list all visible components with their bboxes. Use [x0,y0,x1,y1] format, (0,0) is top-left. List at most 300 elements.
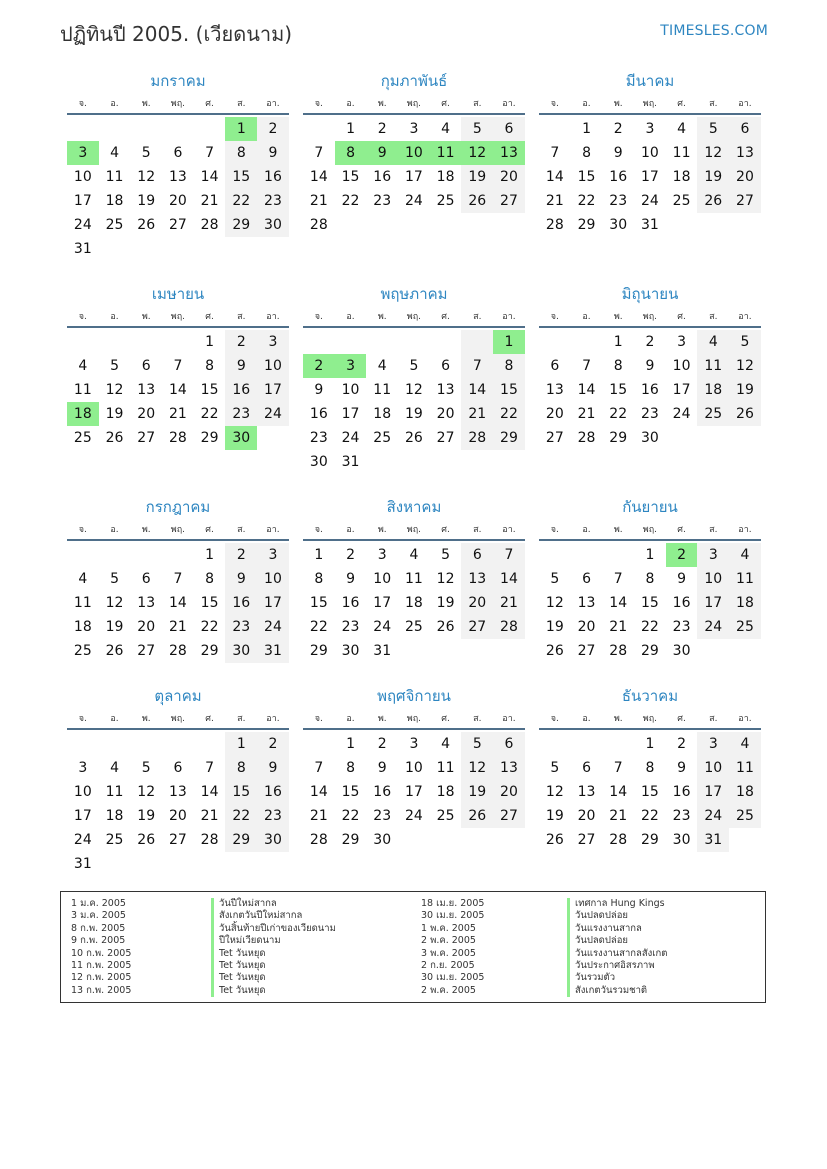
day-cell[interactable]: 3 [257,543,289,567]
day-cell[interactable]: 23 [341,619,360,635]
day-cell[interactable]: 26 [461,804,493,828]
day-cell[interactable]: 11 [430,141,462,165]
day-cell[interactable]: 28 [309,217,328,233]
day-cell[interactable]: 13 [493,141,525,165]
day-cell[interactable]: 22 [609,406,628,422]
day-cell[interactable]: 2 [303,354,335,378]
day-cell[interactable]: 13 [137,382,156,398]
day-cell[interactable]: 24 [404,193,423,209]
day-cell[interactable]: 9 [257,141,289,165]
day-cell[interactable]: 14 [309,784,328,800]
day-cell[interactable]: 23 [609,193,628,209]
day-cell[interactable]: 27 [577,643,596,659]
day-cell[interactable]: 3 [377,547,387,563]
day-cell[interactable]: 15 [225,165,257,189]
day-cell[interactable]: 20 [729,165,761,189]
day-cell[interactable]: 31 [341,454,360,470]
day-cell[interactable]: 9 [613,145,623,161]
brand-link[interactable]: TIMESLES.COM [660,23,768,39]
day-cell[interactable]: 12 [545,595,564,611]
day-cell[interactable]: 2 [225,543,257,567]
day-cell[interactable]: 28 [309,832,328,848]
day-cell[interactable]: 31 [73,856,92,872]
day-cell[interactable]: 6 [729,117,761,141]
day-cell[interactable]: 21 [577,406,596,422]
day-cell[interactable]: 13 [577,784,596,800]
day-cell[interactable]: 27 [729,189,761,213]
day-cell[interactable]: 27 [436,430,455,446]
day-cell[interactable]: 20 [493,165,525,189]
day-cell[interactable]: 12 [729,354,761,378]
day-cell[interactable]: 22 [309,619,328,635]
day-cell[interactable]: 11 [729,567,761,591]
day-cell[interactable]: 30 [257,828,289,852]
day-cell[interactable]: 20 [137,619,156,635]
day-cell[interactable]: 25 [105,217,124,233]
day-cell[interactable]: 6 [173,760,183,776]
day-cell[interactable]: 10 [697,567,729,591]
day-cell[interactable]: 3 [677,334,687,350]
day-cell[interactable]: 28 [609,832,628,848]
day-cell[interactable]: 5 [729,330,761,354]
day-cell[interactable]: 5 [110,571,119,587]
day-cell[interactable]: 25 [73,430,92,446]
day-cell[interactable]: 15 [200,595,219,611]
day-cell[interactable]: 14 [493,567,525,591]
day-cell[interactable]: 9 [225,567,257,591]
day-cell[interactable]: 29 [640,832,659,848]
day-cell[interactable]: 23 [257,189,289,213]
day-cell[interactable]: 20 [168,808,187,824]
day-cell[interactable]: 23 [373,193,392,209]
day-cell[interactable]: 17 [73,808,92,824]
day-cell[interactable]: 23 [309,430,328,446]
day-cell[interactable]: 21 [309,193,328,209]
day-cell[interactable]: 1 [645,736,655,752]
day-cell[interactable]: 8 [335,141,367,165]
day-cell[interactable]: 25 [404,619,423,635]
day-cell[interactable]: 29 [341,832,360,848]
day-cell[interactable]: 5 [550,760,560,776]
day-cell[interactable]: 9 [346,571,355,587]
day-cell[interactable]: 2 [677,736,687,752]
day-cell[interactable]: 4 [677,121,687,137]
day-cell[interactable]: 30 [672,832,691,848]
day-cell[interactable]: 15 [200,382,219,398]
day-cell[interactable]: 4 [110,760,119,776]
day-cell[interactable]: 28 [168,643,187,659]
day-cell[interactable]: 4 [729,543,761,567]
day-cell[interactable]: 14 [609,595,628,611]
day-cell[interactable]: 7 [205,145,215,161]
day-cell[interactable]: 25 [105,832,124,848]
day-cell[interactable]: 14 [200,784,219,800]
day-cell[interactable]: 17 [257,378,289,402]
day-cell[interactable]: 8 [493,354,525,378]
day-cell[interactable]: 5 [550,571,560,587]
day-cell[interactable]: 15 [640,784,659,800]
day-cell[interactable]: 8 [582,145,591,161]
day-cell[interactable]: 8 [645,760,655,776]
day-cell[interactable]: 25 [436,808,455,824]
day-cell[interactable]: 22 [341,808,360,824]
day-cell[interactable]: 24 [257,615,289,639]
day-cell[interactable]: 6 [141,358,151,374]
day-cell[interactable]: 29 [309,643,328,659]
day-cell[interactable]: 27 [137,643,156,659]
day-cell[interactable]: 26 [697,189,729,213]
day-cell[interactable]: 1 [205,547,215,563]
day-cell[interactable]: 21 [168,619,187,635]
day-cell[interactable]: 24 [672,406,691,422]
day-cell[interactable]: 5 [110,358,119,374]
day-cell[interactable]: 9 [314,382,324,398]
day-cell[interactable]: 9 [645,358,655,374]
day-cell[interactable]: 11 [73,595,92,611]
day-cell[interactable]: 26 [545,832,564,848]
day-cell[interactable]: 13 [137,595,156,611]
day-cell[interactable]: 4 [441,736,451,752]
day-cell[interactable]: 1 [205,334,215,350]
day-cell[interactable]: 28 [493,615,525,639]
day-cell[interactable]: 5 [141,145,151,161]
day-cell[interactable]: 8 [645,571,655,587]
day-cell[interactable]: 1 [225,117,257,141]
day-cell[interactable]: 24 [640,193,659,209]
day-cell[interactable]: 10 [697,756,729,780]
day-cell[interactable]: 26 [545,643,564,659]
day-cell[interactable]: 14 [168,595,187,611]
day-cell[interactable]: 27 [168,832,187,848]
day-cell[interactable]: 27 [461,615,493,639]
day-cell[interactable]: 18 [436,169,455,185]
day-cell[interactable]: 17 [697,591,729,615]
day-cell[interactable]: 24 [373,619,392,635]
day-cell[interactable]: 4 [409,547,419,563]
day-cell[interactable]: 7 [582,358,591,374]
day-cell[interactable]: 22 [225,804,257,828]
day-cell[interactable]: 6 [441,358,451,374]
day-cell[interactable]: 4 [697,330,729,354]
day-cell[interactable]: 18 [729,780,761,804]
day-cell[interactable]: 24 [73,832,92,848]
day-cell[interactable]: 10 [257,567,289,591]
day-cell[interactable]: 5 [441,547,451,563]
day-cell[interactable]: 11 [697,354,729,378]
day-cell[interactable]: 7 [314,760,324,776]
day-cell[interactable]: 8 [346,760,355,776]
day-cell[interactable]: 21 [545,193,564,209]
day-cell[interactable]: 3 [697,543,729,567]
day-cell[interactable]: 23 [672,808,691,824]
day-cell[interactable]: 20 [577,619,596,635]
day-cell[interactable]: 17 [373,595,392,611]
day-cell[interactable]: 15 [341,784,360,800]
day-cell[interactable]: 7 [461,354,493,378]
day-cell[interactable]: 21 [461,402,493,426]
day-cell[interactable]: 2 [346,547,355,563]
day-cell[interactable]: 6 [493,732,525,756]
day-cell[interactable]: 2 [225,330,257,354]
day-cell[interactable]: 30 [341,643,360,659]
day-cell[interactable]: 14 [609,784,628,800]
day-cell[interactable]: 6 [461,543,493,567]
day-cell[interactable]: 13 [436,382,455,398]
day-cell[interactable]: 15 [309,595,328,611]
day-cell[interactable]: 14 [168,382,187,398]
day-cell[interactable]: 28 [200,217,219,233]
day-cell[interactable]: 4 [110,145,119,161]
day-cell[interactable]: 13 [577,595,596,611]
day-cell[interactable]: 6 [493,117,525,141]
day-cell[interactable]: 30 [225,639,257,663]
day-cell[interactable]: 12 [697,141,729,165]
day-cell[interactable]: 24 [341,430,360,446]
day-cell[interactable]: 7 [173,571,183,587]
day-cell[interactable]: 5 [461,732,493,756]
day-cell[interactable]: 21 [168,406,187,422]
day-cell[interactable]: 17 [697,780,729,804]
day-cell[interactable]: 30 [309,454,328,470]
day-cell[interactable]: 18 [672,169,691,185]
day-cell[interactable]: 12 [436,571,455,587]
day-cell[interactable]: 23 [225,615,257,639]
day-cell[interactable]: 8 [613,358,623,374]
day-cell[interactable]: 28 [609,643,628,659]
day-cell[interactable]: 26 [436,619,455,635]
day-cell[interactable]: 16 [640,382,659,398]
day-cell[interactable]: 15 [609,382,628,398]
day-cell[interactable]: 7 [493,543,525,567]
day-cell[interactable]: 15 [225,780,257,804]
day-cell[interactable]: 22 [640,808,659,824]
day-cell[interactable]: 3 [67,141,99,165]
day-cell[interactable]: 31 [73,241,92,257]
day-cell[interactable]: 31 [373,643,392,659]
day-cell[interactable]: 29 [609,430,628,446]
day-cell[interactable]: 18 [105,193,124,209]
day-cell[interactable]: 21 [200,193,219,209]
day-cell[interactable]: 18 [105,808,124,824]
day-cell[interactable]: 6 [173,145,183,161]
day-cell[interactable]: 22 [640,619,659,635]
day-cell[interactable]: 30 [609,217,628,233]
day-cell[interactable]: 19 [461,780,493,804]
day-cell[interactable]: 10 [257,354,289,378]
day-cell[interactable]: 2 [257,117,289,141]
day-cell[interactable]: 29 [577,217,596,233]
day-cell[interactable]: 12 [105,595,124,611]
day-cell[interactable]: 9 [225,354,257,378]
day-cell[interactable]: 13 [729,141,761,165]
day-cell[interactable]: 14 [309,169,328,185]
day-cell[interactable]: 27 [137,430,156,446]
day-cell[interactable]: 4 [729,732,761,756]
day-cell[interactable]: 17 [672,382,691,398]
day-cell[interactable]: 19 [545,808,564,824]
day-cell[interactable]: 3 [409,121,419,137]
day-cell[interactable]: 18 [404,595,423,611]
day-cell[interactable]: 19 [436,595,455,611]
day-cell[interactable]: 18 [436,784,455,800]
day-cell[interactable]: 6 [582,760,591,776]
day-cell[interactable]: 3 [697,732,729,756]
day-cell[interactable]: 8 [205,571,215,587]
day-cell[interactable]: 16 [373,169,392,185]
day-cell[interactable]: 31 [640,217,659,233]
day-cell[interactable]: 28 [461,426,493,450]
day-cell[interactable]: 1 [346,121,355,137]
day-cell[interactable]: 27 [577,832,596,848]
day-cell[interactable]: 16 [672,784,691,800]
day-cell[interactable]: 20 [137,406,156,422]
day-cell[interactable]: 19 [137,193,156,209]
day-cell[interactable]: 11 [436,760,455,776]
day-cell[interactable]: 20 [577,808,596,824]
day-cell[interactable]: 1 [582,121,591,137]
day-cell[interactable]: 1 [346,736,355,752]
day-cell[interactable]: 27 [168,217,187,233]
day-cell[interactable]: 26 [105,643,124,659]
day-cell[interactable]: 7 [613,760,623,776]
day-cell[interactable]: 19 [105,619,124,635]
day-cell[interactable]: 28 [577,430,596,446]
day-cell[interactable]: 3 [78,760,88,776]
day-cell[interactable]: 22 [493,402,525,426]
day-cell[interactable]: 13 [461,567,493,591]
day-cell[interactable]: 16 [373,784,392,800]
day-cell[interactable]: 22 [341,193,360,209]
day-cell[interactable]: 23 [257,804,289,828]
day-cell[interactable]: 19 [461,165,493,189]
day-cell[interactable]: 17 [404,784,423,800]
day-cell[interactable]: 10 [398,141,430,165]
day-cell[interactable]: 25 [436,193,455,209]
day-cell[interactable]: 16 [257,780,289,804]
day-cell[interactable]: 10 [373,571,392,587]
day-cell[interactable]: 19 [545,619,564,635]
day-cell[interactable]: 29 [225,828,257,852]
day-cell[interactable]: 22 [200,619,219,635]
day-cell[interactable]: 20 [168,193,187,209]
day-cell[interactable]: 10 [341,382,360,398]
day-cell[interactable]: 8 [225,756,257,780]
day-cell[interactable]: 18 [373,406,392,422]
day-cell[interactable]: 1 [645,547,655,563]
day-cell[interactable]: 30 [672,643,691,659]
day-cell[interactable]: 7 [205,760,215,776]
day-cell[interactable]: 1 [225,732,257,756]
day-cell[interactable]: 25 [729,615,761,639]
day-cell[interactable]: 25 [672,193,691,209]
day-cell[interactable]: 15 [577,169,596,185]
day-cell[interactable]: 2 [377,736,387,752]
day-cell[interactable]: 13 [545,382,564,398]
day-cell[interactable]: 20 [461,591,493,615]
day-cell[interactable]: 13 [168,784,187,800]
day-cell[interactable]: 2 [377,121,387,137]
day-cell[interactable]: 13 [493,756,525,780]
day-cell[interactable]: 21 [609,619,628,635]
day-cell[interactable]: 10 [404,760,423,776]
day-cell[interactable]: 9 [366,141,398,165]
day-cell[interactable]: 8 [314,571,324,587]
day-cell[interactable]: 15 [493,378,525,402]
day-cell[interactable]: 11 [373,382,392,398]
day-cell[interactable]: 14 [461,378,493,402]
day-cell[interactable]: 11 [105,169,124,185]
day-cell[interactable]: 25 [697,402,729,426]
day-cell[interactable]: 19 [137,808,156,824]
day-cell[interactable]: 7 [173,358,183,374]
day-cell[interactable]: 29 [640,643,659,659]
day-cell[interactable]: 28 [168,430,187,446]
day-cell[interactable]: 17 [341,406,360,422]
day-cell[interactable]: 22 [225,189,257,213]
day-cell[interactable]: 27 [545,430,564,446]
day-cell[interactable]: 16 [341,595,360,611]
day-cell[interactable]: 24 [404,808,423,824]
day-cell[interactable]: 12 [404,382,423,398]
day-cell[interactable]: 15 [341,169,360,185]
day-cell[interactable]: 26 [137,217,156,233]
day-cell[interactable]: 11 [404,571,423,587]
day-cell[interactable]: 24 [257,402,289,426]
day-cell[interactable]: 7 [613,571,623,587]
day-cell[interactable]: 23 [672,619,691,635]
day-cell[interactable]: 25 [729,804,761,828]
day-cell[interactable]: 27 [493,804,525,828]
day-cell[interactable]: 30 [640,430,659,446]
day-cell[interactable]: 2 [645,334,655,350]
day-cell[interactable]: 19 [697,165,729,189]
day-cell[interactable]: 24 [697,804,729,828]
day-cell[interactable]: 29 [225,213,257,237]
day-cell[interactable]: 4 [377,358,387,374]
day-cell[interactable]: 4 [441,121,451,137]
day-cell[interactable]: 14 [545,169,564,185]
day-cell[interactable]: 16 [225,378,257,402]
day-cell[interactable]: 10 [73,169,92,185]
day-cell[interactable]: 7 [550,145,560,161]
day-cell[interactable]: 2 [257,732,289,756]
day-cell[interactable]: 6 [550,358,560,374]
day-cell[interactable]: 22 [577,193,596,209]
day-cell[interactable]: 9 [677,760,687,776]
day-cell[interactable]: 3 [335,354,367,378]
day-cell[interactable]: 21 [200,808,219,824]
day-cell[interactable]: 1 [314,547,324,563]
day-cell[interactable]: 16 [672,595,691,611]
day-cell[interactable]: 29 [493,426,525,450]
day-cell[interactable]: 7 [314,145,324,161]
day-cell[interactable]: 31 [697,828,729,852]
day-cell[interactable]: 14 [577,382,596,398]
day-cell[interactable]: 17 [73,193,92,209]
day-cell[interactable]: 24 [73,217,92,233]
day-cell[interactable]: 9 [377,760,387,776]
day-cell[interactable]: 17 [257,591,289,615]
day-cell[interactable]: 12 [137,169,156,185]
day-cell[interactable]: 30 [257,213,289,237]
day-cell[interactable]: 17 [404,169,423,185]
day-cell[interactable]: 11 [672,145,691,161]
day-cell[interactable]: 3 [645,121,655,137]
day-cell[interactable]: 29 [200,430,219,446]
day-cell[interactable]: 10 [640,145,659,161]
day-cell[interactable]: 3 [409,736,419,752]
day-cell[interactable]: 28 [200,832,219,848]
